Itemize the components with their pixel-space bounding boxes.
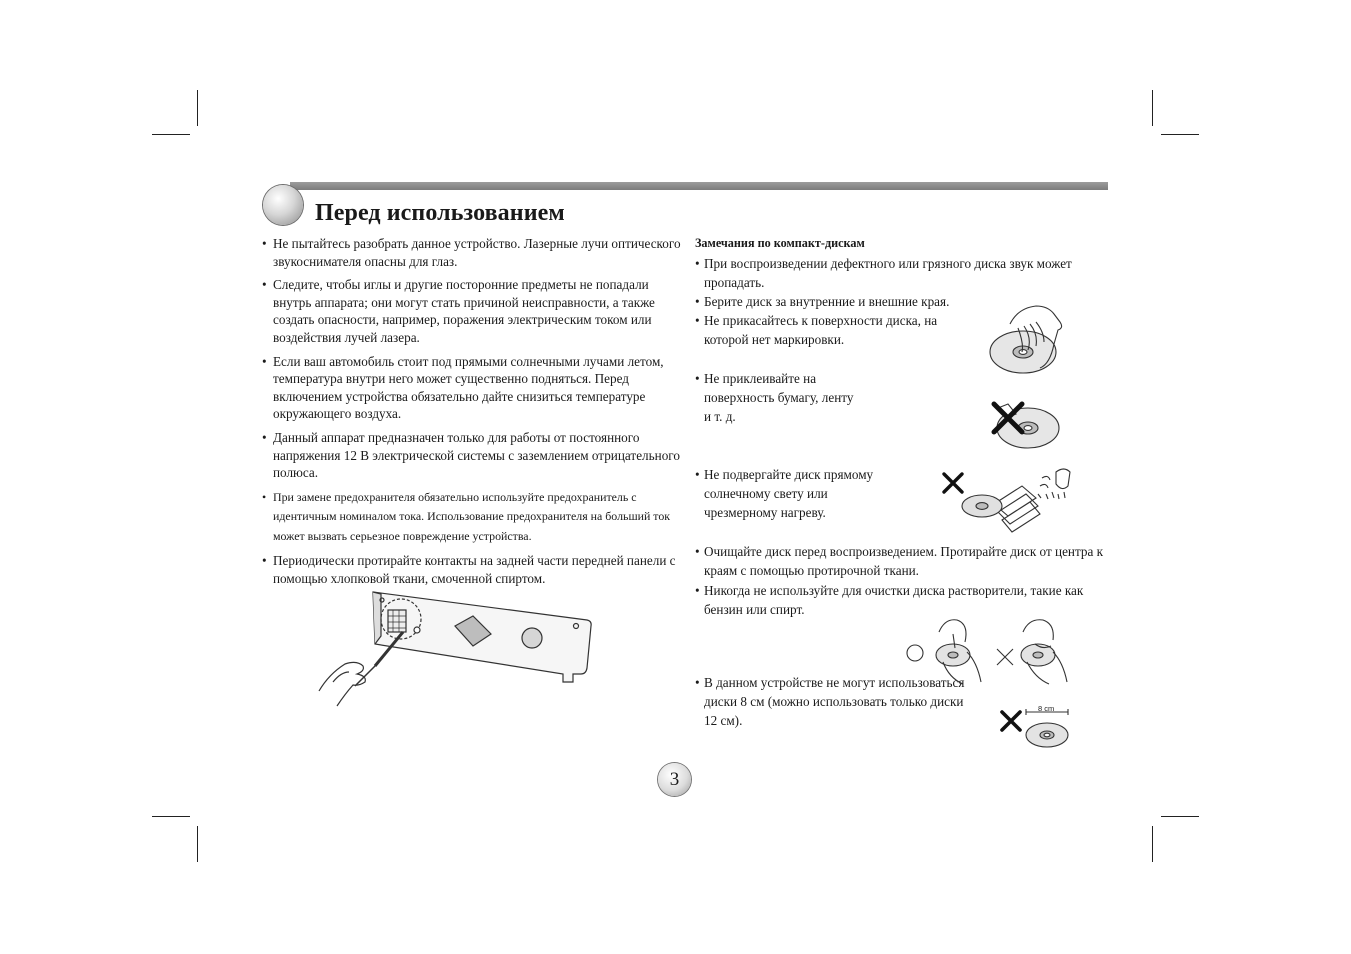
crop-mark (152, 816, 190, 817)
crop-mark (197, 90, 198, 126)
precaution-item: • Не пытайтесь разобрать данное устройство. Лазерные лучи оптического звукоснимателя опасны для глаз. (262, 235, 682, 270)
precaution-item: • При замене предохранителя обязательно используйте предохранитель с идентичным номиналом тока. Использование предохранителя на больший ток может вызвать серьезное повреждение устройства. (262, 488, 682, 547)
disc-handling-illustration (988, 304, 1074, 380)
disc-note-item: • Не подвергайте диск прямому солнечному свету или чрезмерному нагреву. (695, 465, 899, 522)
disc-note-item: • Никогда не используйте для очистки диска растворители, такие как бензин или спирт. (695, 581, 1084, 619)
precaution-item: • Периодически протирайте контакты на задней части передней панели с помощью хлопковой ткани, смоченной спиртом. (262, 552, 682, 587)
disc-note-item: • Очищайте диск перед воспроизведением. Протирайте диск от центра к краям с помощью протирочной ткани. (695, 542, 1104, 580)
disc-note-item: • Берите диск за внутренние и внешние края. (695, 292, 994, 311)
crop-mark (1152, 90, 1153, 126)
title-bar (290, 182, 1108, 190)
disc-8cm-crossed-illustration (996, 700, 1076, 750)
disc-notes-heading: Замечания по компакт-дискам (695, 236, 865, 250)
crop-mark (197, 826, 198, 862)
disc-note-item: • При воспроизведении дефектного или грязного диска звук может пропадать. (695, 254, 1096, 292)
disc-note-item: • Не приклеивайте на поверхность бумагу, ленту и т. д. (695, 369, 854, 426)
disc-note-item: • Не прикасайтесь к поверхности диска, на которой нет маркировки. (695, 311, 974, 349)
disc-note-item: • В данном устройстве не могут использоваться диски 8 см (можно использовать только диски 12 см). (695, 673, 974, 730)
front-panel-cleaning-illustration (315, 586, 600, 711)
disc-cleaning-illustration (903, 612, 1073, 690)
title-bullet-icon (263, 185, 303, 225)
crop-mark (1152, 826, 1153, 862)
disc-size-label: 8 cm (1038, 704, 1055, 713)
page-number: 3 (658, 763, 691, 796)
precaution-item: • Следите, чтобы иглы и другие посторонние предметы не попадали внутрь аппарата; они могут стать причиной неисправности, а также создать опасности, например, поражения электрическим током или воздействия лучей лазера. (262, 276, 682, 346)
crop-mark (1161, 816, 1199, 817)
crop-mark (1161, 134, 1199, 135)
disc-sunlight-heat-illustration (938, 464, 1078, 542)
precaution-item: • Данный аппарат предназначен только для работы от постоянного напряжения 12 В электрической системы с заземлением отрицательного полюса. (262, 429, 682, 482)
page-title: Перед использованием (315, 200, 565, 226)
precautions-list (262, 235, 682, 593)
precaution-item: • Если ваш автомобиль стоит под прямыми солнечными лучами летом, температура внутри него может существенно подняться. Перед включением устройства обязательно дайте снизиться температуре окружающего воздуха. (262, 353, 682, 423)
crop-mark (152, 134, 190, 135)
disc-with-tape-crossed-illustration (988, 400, 1063, 452)
